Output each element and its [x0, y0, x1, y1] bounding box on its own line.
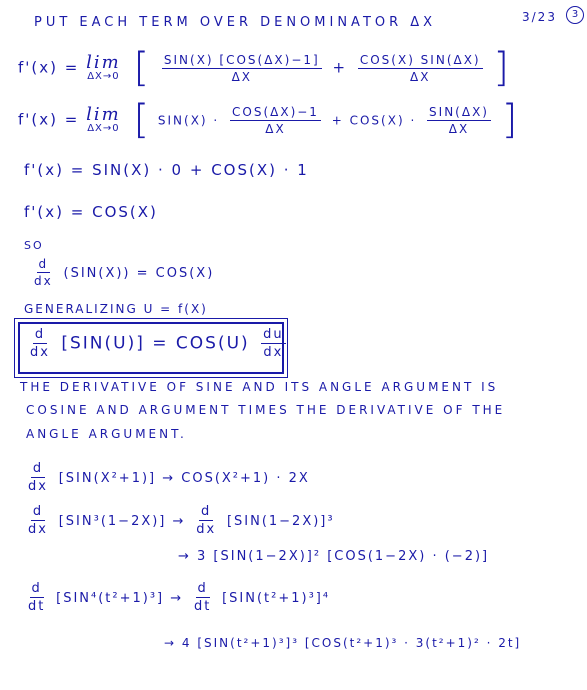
left-bracket: [: [133, 97, 152, 143]
derivative-line-3: f'(x) = SIN(X) · 0 + COS(X) · 1: [24, 161, 309, 179]
d-dt: $\frac{d}{dt}$: [193, 581, 212, 614]
fraction-1: $\frac{\text{SIN(X) [COS(ΔX)−1]}}{\Delta X}$: [163, 52, 320, 84]
derivative-line-5: $\frac{d}{dx}$ (SIN(X)) = COS(X): [34, 257, 215, 288]
so-label: SO: [24, 239, 44, 252]
derivative-line-1: [18, 45, 511, 91]
heading: PUT EACH TERM OVER DENOMINATOR ΔX: [34, 15, 437, 30]
d-dx: $\frac{d}{dx}$: [30, 327, 50, 360]
statement-line-3: ANGLE ARGUMENT.: [26, 427, 187, 441]
example-3-result: → 4 [SIN(t²+1)³]³ [COS(t²+1)³ · 3(t²+1)² · 2t]: [164, 636, 522, 650]
boxed-formula: $\frac{d}{dx}$ [SIN(U)] = COS(U) $\frac{du}{dx}$: [30, 327, 284, 360]
derivative-line-2: [18, 97, 520, 143]
d-dx: $\frac{d}{dx}$: [34, 257, 53, 288]
example-2: $\frac{d}{dx}$ [SIN³(1−2X)] → $\frac{d}{dx}$ [SIN(1−2X)]³: [28, 504, 335, 537]
statement-line-2: COSINE AND ARGUMENT TIMES THE DERIVATIVE OF THE: [26, 403, 506, 417]
right-bracket: ]: [493, 45, 511, 91]
statement-line-1: THE DERIVATIVE OF SINE AND ITS ANGLE ARGUMENT IS: [20, 380, 499, 394]
term-2: + COS(X) ·: [331, 113, 417, 128]
d-dx: $\frac{d}{dx}$: [196, 504, 217, 537]
fraction-1: $\frac{\text{COS(ΔX)−1}}{\Delta X}$: [232, 104, 319, 136]
fraction-2: $\frac{\text{SIN(ΔX)}}{\Delta X}$: [429, 104, 489, 136]
fraction-2: $\frac{\text{COS(X) SIN(ΔX)}}{\Delta X}$: [359, 52, 481, 84]
example-3: $\frac{d}{dt}$ [SIN⁴(t²+1)³] → $\frac{d}{dt}$ [SIN(t²+1)³]⁴: [28, 581, 331, 614]
page-number: 3/23: [522, 10, 557, 24]
example-1: $\frac{d}{dx}$ [SIN(X²+1)] → COS(X²+1) · 2X: [28, 461, 310, 494]
derivative-line-4: f'(x) = COS(X): [24, 203, 158, 221]
d-dt: $\frac{d}{dt}$: [28, 581, 46, 614]
example-2-result: → 3 [SIN(1−2X)]² [COS(1−2X) · (−2)]: [178, 549, 490, 564]
du-dx: $\frac{du}{dx}$: [263, 327, 284, 360]
d-dx: $\frac{d}{dx}$: [28, 461, 48, 494]
circled-page-index: 3: [566, 6, 584, 24]
left-bracket: [: [133, 45, 152, 91]
generalizing-label: GENERALIZING U = f(X): [24, 302, 208, 316]
limit-notation: lim ΔX→0: [86, 52, 121, 82]
limit-notation: lim ΔX→0: [86, 104, 121, 134]
plus-sign: +: [332, 58, 348, 77]
d-dx: $\frac{d}{dx}$: [28, 504, 48, 537]
term-1: SIN(X) ·: [157, 113, 220, 128]
lhs: f'(x) =: [18, 58, 80, 77]
right-bracket: ]: [501, 97, 520, 143]
lhs: f'(x) =: [18, 110, 80, 129]
